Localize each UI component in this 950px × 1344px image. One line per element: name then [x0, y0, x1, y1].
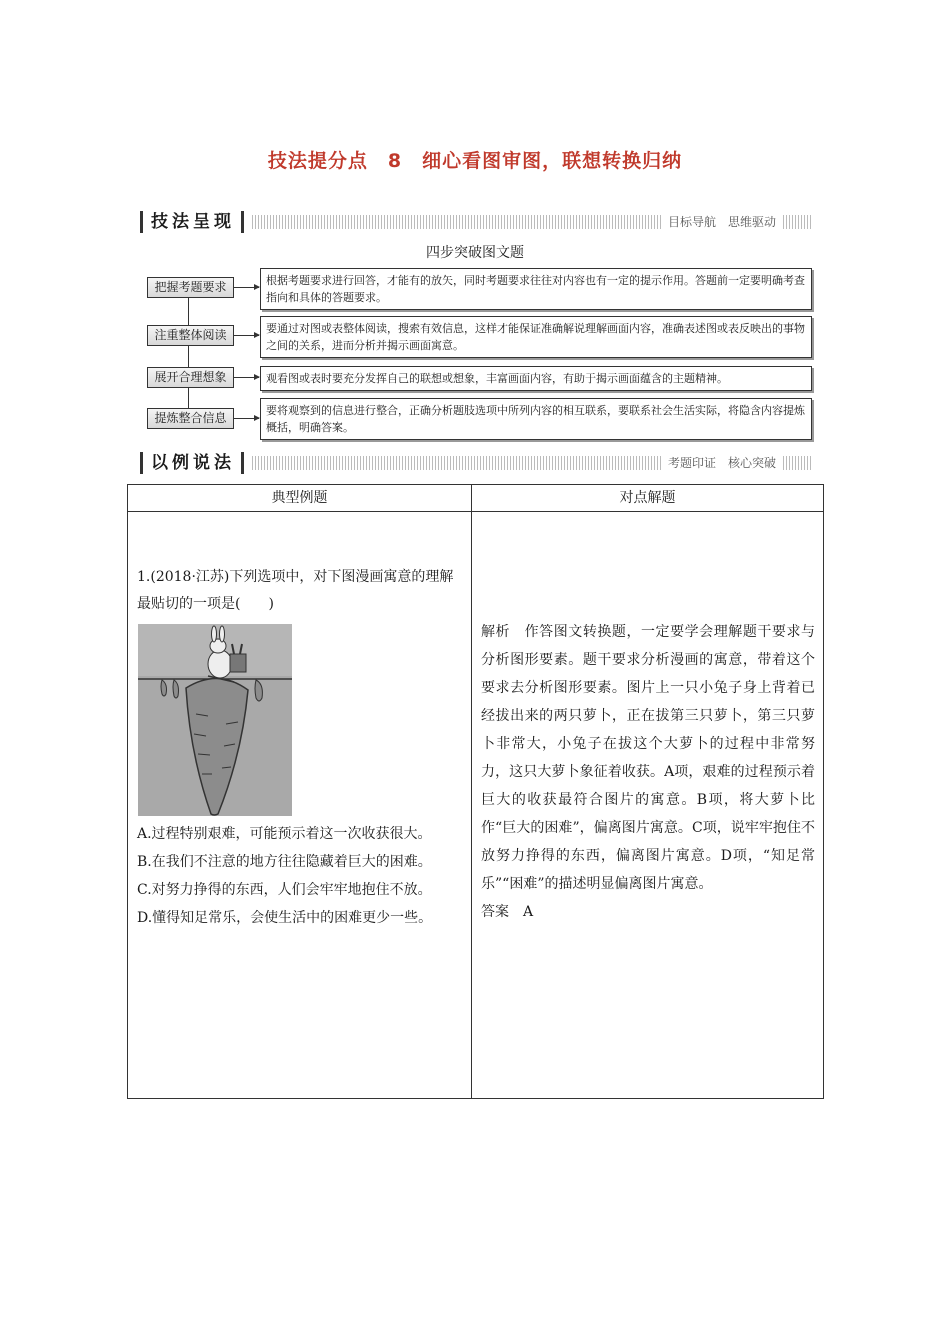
step-label: 展开合理想象 — [147, 367, 234, 388]
analysis-text: 解析 作答图文转换题，一定要学会理解题干要求与分析图形要素。题干要求分析漫画的寓意，带着这个要求去分析图形要素。图片上一只小兔子身上背着已经拔出来的两只萝卜，正在拔第三只萝卜，第三只萝卜非常大，小兔子在拔这个大萝卜的过程中非常努力，这只大萝卜象征着收获。A项，艰难的过程预示着巨大的收获最符合图片的寓意。B项，将大萝卜比作“巨大的困难”，偏离图片寓意。C项，说牢牢抱住不放努力挣得的东西，偏离图片寓意。D项，“知足常乐”“困难”的描述明显偏离图片寓意。 — [481, 624, 815, 892]
options-list — [137, 820, 461, 932]
section-label: 以例说法 — [140, 452, 244, 474]
option-d: D.懂得知足常乐，会使生活中的困难更少一些。 — [137, 910, 433, 926]
option-b: B.在我们不注意的地方往往隐藏着巨大的困难。 — [137, 854, 432, 870]
step-description: 根据考题要求进行回答，才能有的放矢，同时考题要求往往对内容也有一定的提示作用。答题前一定要明确考查指向和具体的答题要求。 — [260, 268, 812, 310]
step-label: 注重整体阅读 — [147, 325, 234, 346]
option-c: C.对努力挣得的东西，人们会牢牢地抱住不放。 — [137, 882, 432, 898]
section-label: 技法呈现 — [140, 211, 244, 233]
step-description: 要将观察到的信息进行整合，正确分析题肢选项中所列内容的相互联系，要联系社会生活实际，将隐含内容提炼概括，明确答案。 — [260, 398, 812, 440]
example-table — [127, 484, 824, 1099]
step-label: 提炼整合信息 — [147, 408, 234, 429]
arrow-right-icon — [233, 287, 259, 288]
solution-cell — [472, 512, 824, 1099]
question-cell — [128, 512, 472, 1099]
step-description: 要通过对图或表整体阅读，搜索有效信息，这样才能保证准确解说理解画面内容，准确表述图或表反映出的事物之间的关系，进而分析并揭示画面寓意。 — [260, 316, 812, 358]
section-subtitle: 目标导航 思维驱动 — [662, 211, 782, 233]
question-text: 1.(2018·江苏)下列选项中，对下图漫画寓意的理解最贴切的一项是( ) — [137, 569, 454, 612]
flow-title: 四步突破图文题 — [426, 245, 524, 261]
table-header-row — [128, 485, 824, 512]
table-row — [128, 512, 824, 1099]
arrow-right-icon — [233, 335, 259, 336]
section-header-examples — [140, 452, 812, 474]
option-a: A.过程特别艰难，可能预示着这一次收获很大。 — [137, 826, 432, 842]
section-subtitle: 考题印证 核心突破 — [662, 452, 782, 474]
cartoon-image — [138, 624, 292, 816]
flow-connector — [188, 285, 189, 420]
arrow-right-icon — [233, 377, 259, 378]
arrow-right-icon — [233, 418, 259, 419]
col-header-solutions: 对点解题 — [472, 485, 824, 512]
page-title: 技法提分点 8 细心看图审图，联想转换归纳 — [267, 150, 683, 172]
col-header-examples: 典型例题 — [128, 485, 472, 512]
step-label: 把握考题要求 — [147, 277, 234, 298]
step-description: 观看图或表时要充分发挥自己的联想或想象，丰富画面内容，有助于揭示画面蕴含的主题精神。 — [260, 366, 812, 391]
section-header-technique — [140, 211, 812, 233]
answer-text: 答案 A — [481, 904, 534, 920]
